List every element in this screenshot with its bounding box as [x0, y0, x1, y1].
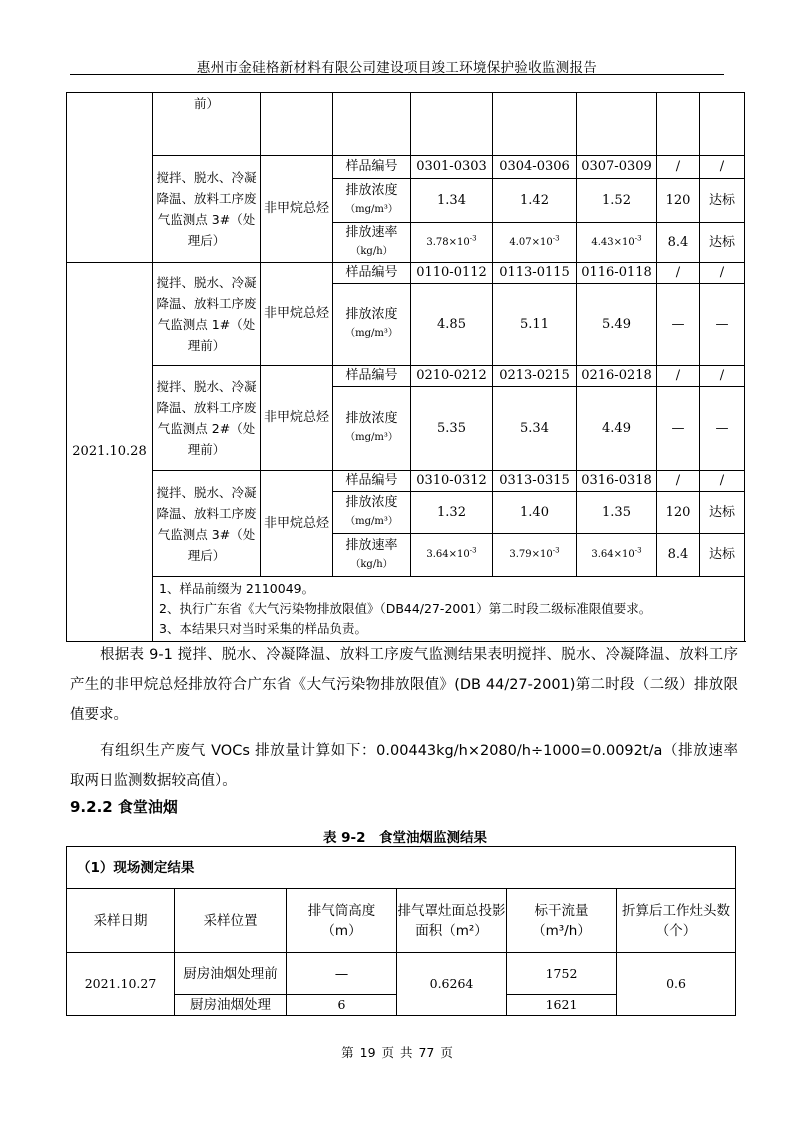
header-date: 采样日期: [67, 889, 175, 953]
section-heading: 9.2.2 食堂油烟: [70, 798, 178, 816]
limit-value: 120: [657, 492, 700, 534]
header-stoves: 折算后工作灶头数（个）: [617, 889, 736, 953]
sample-number: 0313-0315: [493, 471, 577, 492]
sample-number: 0307-0309: [577, 156, 657, 179]
cell-empty: [657, 93, 700, 156]
limit-value: /: [657, 156, 700, 179]
date-cell-continued: [67, 93, 153, 263]
sampling-position: 厨房油烟处理: [175, 995, 287, 1016]
rate-value: $4.43\times 10^{-3}$: [577, 223, 657, 263]
sample-number: 0116-0118: [577, 263, 657, 284]
pollutant-name: 非甲烷总烃: [261, 263, 333, 366]
body-paragraph: 根据表 9-1 搅拌、脱水、冷凝降温、放料工序废气监测结果表明搅拌、脱水、冷凝降温、放料工序产生的非甲烷总烃排放符合广东省《大气污染物排放限值》(DB 44/27-2001)第二时段（二级）排放限值要求。: [70, 647, 738, 723]
param-label: 排放浓度 （mg/m³）: [333, 179, 411, 223]
cell-empty: [700, 93, 745, 156]
monitoring-point-location: 搅拌、脱水、冷凝降温、放料工序废气监测点 2#（处理前）: [153, 366, 261, 471]
sample-number: 0316-0318: [577, 471, 657, 492]
note-line: 1、样品前缀为 2110049。: [159, 581, 315, 596]
limit-value: /: [657, 263, 700, 284]
header-flow: 标干流量 （m³/h）: [507, 889, 617, 953]
table-caption: 表 9-2 食堂油烟监测结果: [322, 830, 488, 846]
header-height: 排气筒高度 （m）: [287, 889, 397, 953]
param-label: 样品编号: [333, 366, 411, 387]
verdict: 达标: [700, 534, 745, 577]
header-area: 排气罩灶面总投影面积（m²）: [397, 889, 507, 953]
param-label: 样品编号: [333, 471, 411, 492]
limit-value: 8.4: [657, 534, 700, 577]
stack-height: —: [287, 953, 397, 995]
stack-height: 6: [287, 995, 397, 1016]
cell-empty: [261, 93, 333, 156]
sample-number: 0210-0212: [411, 366, 493, 387]
param-label: 样品编号: [333, 263, 411, 284]
cell-empty: [411, 93, 493, 156]
verdict: —: [700, 387, 745, 471]
rate-value: $3.64\times 10^{-3}$: [411, 534, 493, 577]
limit-value: 8.4: [657, 223, 700, 263]
header-rule: [70, 74, 724, 75]
concentration-value: 1.42: [493, 179, 577, 223]
concentration-value: 5.35: [411, 387, 493, 471]
param-label: 样品编号: [333, 156, 411, 179]
pollutant-name: 非甲烷总烃: [261, 156, 333, 263]
table-subtitle: （1）现场测定结果: [67, 847, 736, 889]
limit-value: 120: [657, 179, 700, 223]
note-line: 2、执行广东省《大气污染物排放限值》（DB44/27-2001）第二时段二级标准限值要求。: [159, 601, 652, 616]
rate-value: $4.07\times 10^{-3}$: [493, 223, 577, 263]
sampling-date: 2021.10.28: [67, 263, 153, 642]
sample-number: 0216-0218: [577, 366, 657, 387]
flow-value: 1621: [507, 995, 617, 1016]
param-label: 排放浓度 （mg/m³）: [333, 492, 411, 534]
rate-value: $3.64\times 10^{-3}$: [577, 534, 657, 577]
pollutant-name: 非甲烷总烃: [261, 366, 333, 471]
limit-value: /: [657, 471, 700, 492]
cell-empty: [577, 93, 657, 156]
concentration-value: 5.11: [493, 284, 577, 366]
page-footer: 第 19 页 共 77 页: [341, 1045, 453, 1060]
sample-number: 0310-0312: [411, 471, 493, 492]
projection-area: 0.6264: [397, 953, 507, 1016]
verdict: 达标: [700, 223, 745, 263]
monitoring-point-location: 搅拌、脱水、冷凝降温、放料工序废气监测点 3#（处理后）: [153, 156, 261, 263]
concentration-value: 4.85: [411, 284, 493, 366]
verdict: 达标: [700, 492, 745, 534]
verdict: —: [700, 284, 745, 366]
rate-value: $3.78\times 10^{-3}$: [411, 223, 493, 263]
verdict: /: [700, 471, 745, 492]
limit-value: —: [657, 284, 700, 366]
monitoring-point-location: 搅拌、脱水、冷凝降温、放料工序废气监测点 3#（处理后）: [153, 471, 261, 577]
verdict: 达标: [700, 179, 745, 223]
limit-value: —: [657, 387, 700, 471]
report-header-title: 惠州市金硅格新材料有限公司建设项目竣工环境保护验收监测报告: [196, 60, 598, 76]
concentration-value: 1.40: [493, 492, 577, 534]
sampling-date: 2021.10.27: [67, 953, 175, 1016]
sample-number: 0113-0115: [493, 263, 577, 284]
table-notes: [153, 577, 745, 642]
verdict: /: [700, 156, 745, 179]
stove-count: 0.6: [617, 953, 736, 1016]
sample-number: 0213-0215: [493, 366, 577, 387]
cooking-fume-table: [66, 846, 736, 1016]
param-label: 排放浓度 （mg/m³）: [333, 284, 411, 366]
rate-value: $3.79\times 10^{-3}$: [493, 534, 577, 577]
concentration-value: 1.34: [411, 179, 493, 223]
verdict: /: [700, 366, 745, 387]
param-label: 排放浓度 （mg/m³）: [333, 387, 411, 471]
note-line: 3、本结果只对当时采集的样品负责。: [159, 621, 367, 636]
concentration-value: 1.52: [577, 179, 657, 223]
concentration-value: 5.49: [577, 284, 657, 366]
concentration-value: 1.35: [577, 492, 657, 534]
sampling-position: 厨房油烟处理前: [175, 953, 287, 995]
sample-number: 0301-0303: [411, 156, 493, 179]
sample-number: 0110-0112: [411, 263, 493, 284]
location-fragment: 前）: [153, 93, 261, 156]
concentration-value: 1.32: [411, 492, 493, 534]
param-label: 排放速率 （kg/h）: [333, 223, 411, 263]
concentration-value: 5.34: [493, 387, 577, 471]
limit-value: /: [657, 366, 700, 387]
monitoring-results-table: [66, 92, 745, 642]
concentration-value: 4.49: [577, 387, 657, 471]
sample-number: 0304-0306: [493, 156, 577, 179]
verdict: /: [700, 263, 745, 284]
cell-empty: [333, 93, 411, 156]
header-position: 采样位置: [175, 889, 287, 953]
flow-value: 1752: [507, 953, 617, 995]
cell-empty: [493, 93, 577, 156]
body-paragraph: 有组织生产废气 VOCs 排放量计算如下：0.00443kg/h×2080/h÷1000=0.0092t/a（排放速率取两日监测数据较高值）。: [70, 743, 738, 789]
pollutant-name: 非甲烷总烃: [261, 471, 333, 577]
param-label: 排放速率 （kg/h）: [333, 534, 411, 577]
monitoring-point-location: 搅拌、脱水、冷凝降温、放料工序废气监测点 1#（处理前）: [153, 263, 261, 366]
